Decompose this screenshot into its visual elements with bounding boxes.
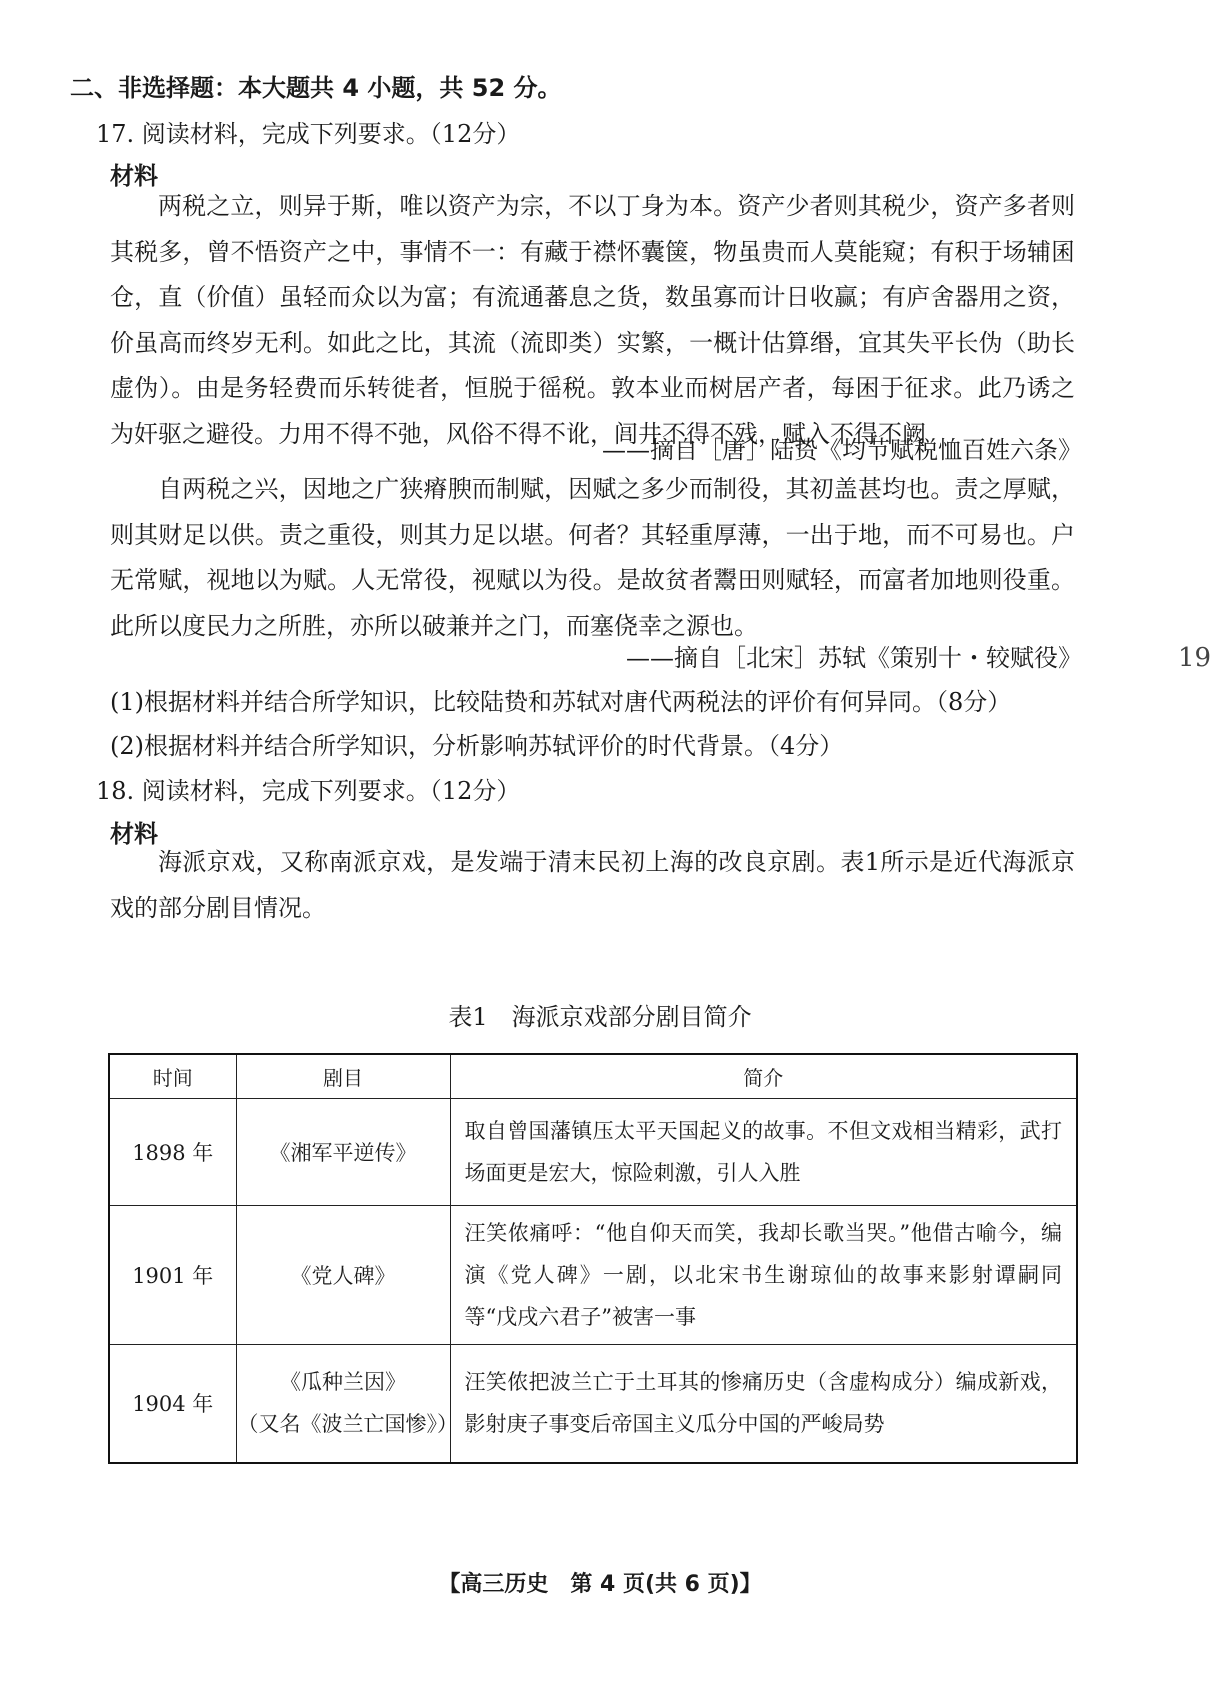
q18-stem: 18. 阅读材料，完成下列要求。（12分） <box>96 777 521 805</box>
section-heading: 二、非选择题：本大题共 4 小题，共 52 分。 <box>70 74 562 102</box>
q17-material-label: 材料 <box>110 162 158 190</box>
q18-passage: 海派京戏，又称南派京戏，是发端于清末民初上海的改良京剧。表1所示是近代海派京戏的部分剧目情况。 <box>110 848 1075 922</box>
table-header-row <box>109 1054 1077 1099</box>
cell-time: 1898 年 <box>109 1099 236 1206</box>
cell-play: 《党人碑》 <box>236 1206 450 1345</box>
q17-source-2: ——摘自［北宋］苏轼《策别十・较赋役》 <box>626 644 1082 672</box>
plays-table <box>108 1053 1078 1464</box>
table-row <box>109 1345 1077 1463</box>
cell-intro: 汪笑侬把波兰亡于土耳其的惨痛历史（含虚构成分）编成新戏，影射庚子事变后帝国主义瓜分中国的严峻局势 <box>450 1345 1077 1463</box>
table-caption: 表1 海派京戏部分剧目简介 <box>448 1003 752 1031</box>
header-intro: 简介 <box>450 1054 1077 1099</box>
table-row <box>109 1099 1077 1206</box>
header-time: 时间 <box>109 1054 236 1099</box>
q17-passage-2: 自两税之兴，因地之广狭瘠腴而制赋，因赋之多少而制役，其初盖甚均也。责之厚赋，则其财足以供。责之重役，则其力足以堪。何者？其轻重厚薄，一出于地，而不可易也。户无常赋，视地以为赋。人无常役，视赋以为役。是故贫者鬻田则赋轻，而富者加地则役重。此所以度民力之所胜，亦所以破兼并之门，而塞侥幸之源也。 <box>110 475 1075 640</box>
q17-subquestion-1: (1)根据材料并结合所学知识，比较陆贽和苏轼对唐代两税法的评价有何异同。（8分） <box>110 688 1012 716</box>
cell-time: 1904 年 <box>109 1345 236 1463</box>
q18-material-label: 材料 <box>110 820 158 848</box>
q17-source-1: ——摘自［唐］陆贽《均节赋税恤百姓六条》 <box>602 436 1082 464</box>
page-footer: 【高三历史 第 4 页(共 6 页)】 <box>438 1572 762 1597</box>
edge-page-number: 19 <box>1178 643 1211 673</box>
cell-play-title: 《瓜种兰因》 <box>280 1370 406 1395</box>
cell-play: 《湘军平逆传》 <box>236 1099 450 1206</box>
cell-time: 1901 年 <box>109 1206 236 1345</box>
q17-subquestion-2: (2)根据材料并结合所学知识，分析影响苏轼评价的时代背景。（4分） <box>110 732 844 760</box>
header-play: 剧目 <box>236 1054 450 1099</box>
cell-play-alias: （又名《波兰亡国惨》） <box>237 1412 458 1437</box>
q17-stem: 17. 阅读材料，完成下列要求。（12分） <box>96 120 521 148</box>
cell-play <box>236 1345 458 1463</box>
cell-intro: 取自曾国藩镇压太平天国起义的故事。不但文戏相当精彩，武打场面更是宏大，惊险刺激，引人入胜 <box>450 1099 1077 1206</box>
table-row <box>109 1206 1077 1345</box>
q17-passage-1: 两税之立，则异于斯，唯以资产为宗，不以丁身为本。资产少者则其税少，资产多者则其税多，曾不悟资产之中，事情不一：有藏于襟怀囊箧，物虽贵而人莫能窥；有积于场辅囷仓，直（价值）虽轻而众以为富；有流通蕃息之货，数虽寡而计日收赢；有庐舍器用之资，价虽高而终岁无利。如此之比，其流（流即类）实繁，一概计估算缗，宜其失平长伪（助长虚伪）。由是务轻费而乐转徙者，恒脱于徭税。敦本业而树居产者，每困于征求。此乃诱之为奸驱之避役。力用不得不弛，风俗不得不讹，闾井不得不残，赋入不得不阙 <box>110 192 1075 448</box>
cell-intro: 汪笑侬痛呼：“他自仰天而笑，我却长歌当哭。”他借古喻今，编演《党人碑》一剧，以北宋书生谢琼仙的故事来影射谭嗣同等“戊戌六君子”被害一事 <box>450 1206 1077 1345</box>
